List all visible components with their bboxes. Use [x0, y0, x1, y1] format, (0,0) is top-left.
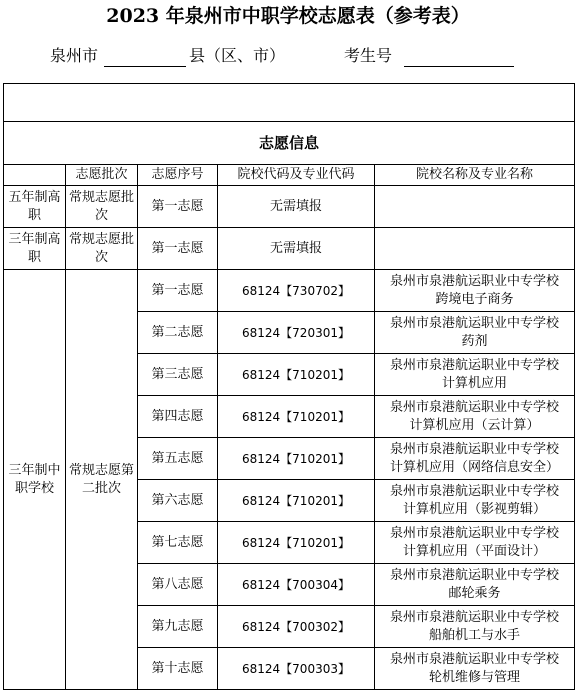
- batch-cell: 常规志愿批次: [66, 228, 138, 270]
- name-cell: [375, 606, 575, 648]
- batch-cell: 常规志愿第二批次: [66, 270, 138, 690]
- school-type-cell: 三年制中职学校: [4, 270, 66, 690]
- name-cell: [375, 270, 575, 312]
- table-row: [4, 228, 575, 270]
- seq-cell: 第一志愿: [138, 228, 218, 270]
- seq-cell: 第五志愿: [138, 438, 218, 480]
- name-cell[interactable]: [375, 228, 575, 270]
- school-name: 泉州市泉港航运职业中专学校: [389, 609, 559, 625]
- name-cell: [375, 648, 575, 690]
- application-table: [3, 83, 575, 690]
- major-name: 轮机维修与管理: [428, 669, 520, 685]
- major-name: 计算机应用（平面设计）: [402, 543, 546, 559]
- seq-cell: 第一志愿: [138, 270, 218, 312]
- school-name: 泉州市泉港航运职业中专学校: [389, 315, 559, 331]
- county-blank-line[interactable]: [104, 66, 186, 67]
- column-header: 志愿序号: [138, 165, 218, 186]
- code-cell: 68124【710201】: [218, 396, 375, 438]
- blank-cell[interactable]: [4, 84, 575, 122]
- name-cell: [375, 480, 575, 522]
- major-name: 计算机应用（影视剪辑）: [402, 501, 546, 517]
- section-title-row: [4, 122, 575, 165]
- blank-header-row: [4, 84, 575, 122]
- code-cell: 无需填报: [218, 228, 375, 270]
- code-cell: 68124【710201】: [218, 522, 375, 564]
- code-cell: 68124【710201】: [218, 480, 375, 522]
- name-cell: [375, 396, 575, 438]
- code-cell: 68124【730702】: [218, 270, 375, 312]
- name-cell[interactable]: [375, 186, 575, 228]
- seq-cell: 第九志愿: [138, 606, 218, 648]
- seq-cell: 第二志愿: [138, 312, 218, 354]
- school-name: 泉州市泉港航运职业中专学校: [389, 273, 559, 289]
- school-name: 泉州市泉港航运职业中专学校: [389, 567, 559, 583]
- table-row: [4, 270, 575, 312]
- name-cell: [375, 312, 575, 354]
- major-name: 船舶机工与水手: [428, 627, 520, 643]
- school-name: 泉州市泉港航运职业中专学校: [389, 483, 559, 499]
- major-name: 计算机应用（云计算）: [409, 417, 540, 433]
- code-cell: 68124【700302】: [218, 606, 375, 648]
- school-name: 泉州市泉港航运职业中专学校: [389, 651, 559, 667]
- section-title: 志愿信息: [4, 122, 575, 165]
- table-row: [4, 186, 575, 228]
- column-header: 院校名称及专业名称: [375, 165, 575, 186]
- column-header: 院校代码及专业代码: [218, 165, 375, 186]
- major-name: 药剂: [461, 333, 488, 349]
- seq-cell: 第八志愿: [138, 564, 218, 606]
- seq-cell: 第七志愿: [138, 522, 218, 564]
- school-type-cell: 三年制高职: [4, 228, 66, 270]
- batch-cell: 常规志愿批次: [66, 186, 138, 228]
- code-cell: 68124【710201】: [218, 438, 375, 480]
- major-name: 邮轮乘务: [448, 585, 501, 601]
- major-name: 计算机应用: [441, 375, 507, 391]
- column-header-row: [4, 165, 575, 186]
- school-name: 泉州市泉港航运职业中专学校: [389, 357, 559, 373]
- exam-no-label: 考生号: [344, 46, 393, 65]
- code-cell: 68124【720301】: [218, 312, 375, 354]
- name-cell: [375, 354, 575, 396]
- header-blank-cell: [4, 165, 66, 186]
- code-cell: 68124【700304】: [218, 564, 375, 606]
- name-cell: [375, 522, 575, 564]
- school-name: 泉州市泉港航运职业中专学校: [389, 399, 559, 415]
- code-cell: 68124【710201】: [218, 354, 375, 396]
- school-name: 泉州市泉港航运职业中专学校: [389, 525, 559, 541]
- name-cell: [375, 438, 575, 480]
- name-cell: [375, 564, 575, 606]
- seq-cell: 第一志愿: [138, 186, 218, 228]
- school-name: 泉州市泉港航运职业中专学校: [389, 441, 559, 457]
- form-title: 2023 年泉州市中职学校志愿表（参考表）: [106, 5, 470, 27]
- code-cell: 68124【700303】: [218, 648, 375, 690]
- major-name: 跨境电子商务: [435, 291, 514, 307]
- city-label: 泉州市: [50, 46, 99, 65]
- exam-no-blank-line[interactable]: [404, 66, 514, 67]
- county-label: 县（区、市）: [189, 46, 286, 65]
- seq-cell: 第三志愿: [138, 354, 218, 396]
- column-header: 志愿批次: [66, 165, 138, 186]
- seq-cell: 第六志愿: [138, 480, 218, 522]
- code-cell: 无需填报: [218, 186, 375, 228]
- major-name: 计算机应用（网络信息安全）: [389, 459, 559, 475]
- school-type-cell: 五年制高职: [4, 186, 66, 228]
- seq-cell: 第四志愿: [138, 396, 218, 438]
- seq-cell: 第十志愿: [138, 648, 218, 690]
